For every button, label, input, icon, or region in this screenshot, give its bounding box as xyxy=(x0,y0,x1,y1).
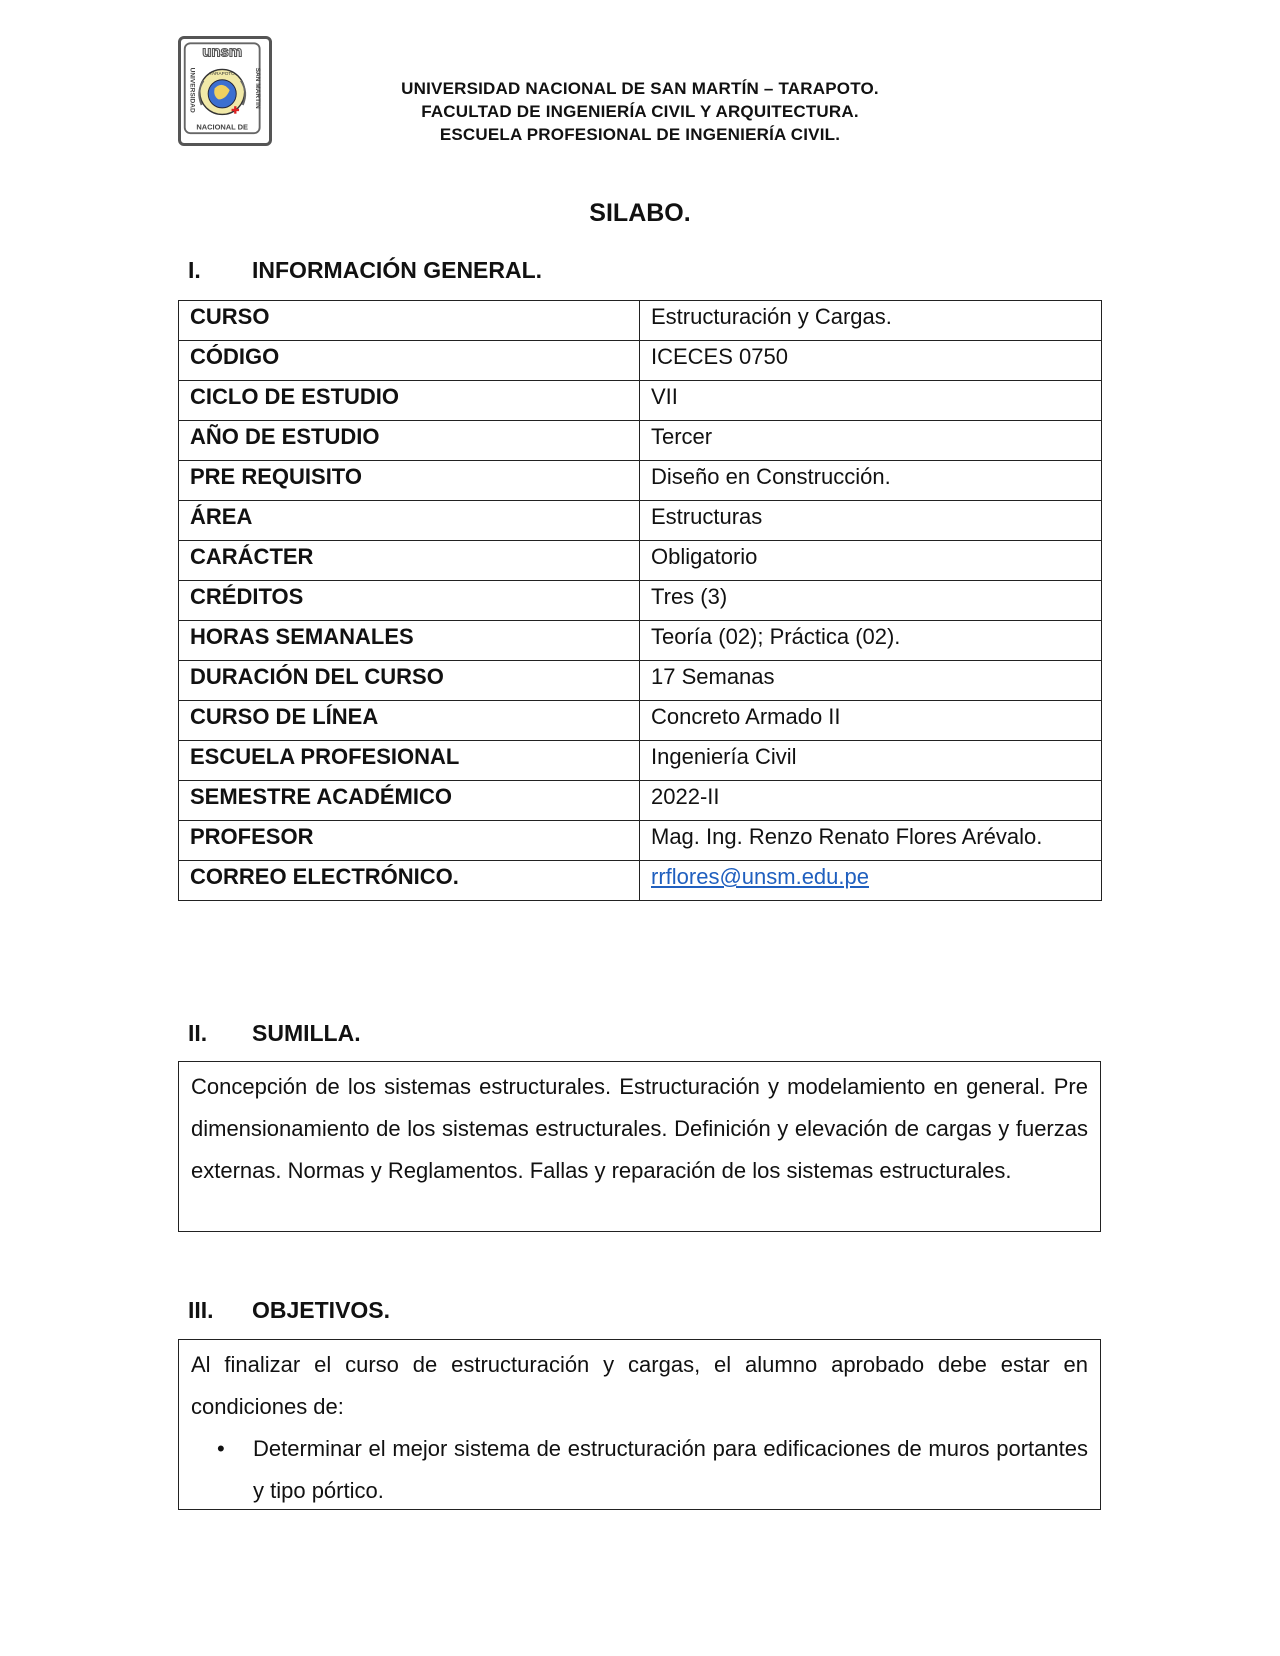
info-value: ICECES 0750 xyxy=(640,341,1102,381)
objetivos-list xyxy=(191,1428,1088,1512)
info-label: CICLO DE ESTUDIO xyxy=(179,381,640,421)
general-info-table xyxy=(178,300,1102,901)
unsm-seal-icon xyxy=(181,39,269,143)
table-row xyxy=(179,821,1102,861)
sumilla-box xyxy=(178,1061,1101,1232)
info-value: Obligatorio xyxy=(640,541,1102,581)
objetivos-box xyxy=(178,1339,1101,1510)
info-label: ESCUELA PROFESIONAL xyxy=(179,741,640,781)
section-number: II. xyxy=(188,1020,208,1046)
table-row xyxy=(179,301,1102,341)
info-label: CURSO DE LÍNEA xyxy=(179,701,640,741)
logo-top-text: unsm xyxy=(202,43,243,61)
table-row xyxy=(179,661,1102,701)
email-cell xyxy=(640,861,1102,901)
logo-right-text: SAN MARTIN xyxy=(253,67,261,109)
table-row xyxy=(179,861,1102,901)
table-row xyxy=(179,501,1102,541)
table-row xyxy=(179,701,1102,741)
email-link[interactable]: rrflores@unsm.edu.pe xyxy=(651,864,869,889)
objetivo-text: Determinar el mejor sistema de estructuración para edificaciones de muros portantes y tipo pórtico. xyxy=(253,1436,1088,1503)
info-label: DURACIÓN DEL CURSO xyxy=(179,661,640,701)
objetivos-intro: Al finalizar el curso de estructuración y cargas, el alumno aprobado debe estar en condiciones de: xyxy=(191,1352,1088,1419)
institution-header xyxy=(280,77,1000,146)
info-value: Tres (3) xyxy=(640,581,1102,621)
info-label: PRE REQUISITO xyxy=(179,461,640,501)
table-row xyxy=(179,461,1102,501)
header-line-school: ESCUELA PROFESIONAL DE INGENIERÍA CIVIL. xyxy=(439,125,841,144)
table-row xyxy=(179,781,1102,821)
info-value: Concreto Armado II xyxy=(640,701,1102,741)
info-label: SEMESTRE ACADÉMICO xyxy=(179,781,640,821)
info-label: CÓDIGO xyxy=(179,341,640,381)
info-value: VII xyxy=(640,381,1102,421)
table-row xyxy=(179,621,1102,661)
section-title: INFORMACIÓN GENERAL. xyxy=(252,257,543,283)
info-value: Estructuración y Cargas. xyxy=(640,301,1102,341)
section-heading-info xyxy=(188,257,542,284)
info-label: CARÁCTER xyxy=(179,541,640,581)
info-value: 17 Semanas xyxy=(640,661,1102,701)
bullet-icon: • xyxy=(217,1436,225,1461)
logo-left-text: UNIVERSIDAD xyxy=(188,67,196,113)
info-value: Teoría (02); Práctica (02). xyxy=(640,621,1102,661)
section-title: OBJETIVOS. xyxy=(252,1297,391,1323)
info-value: Ingeniería Civil xyxy=(640,741,1102,781)
logo-bottom-text: NACIONAL DE xyxy=(196,122,249,132)
logo-inner-text: TARAPOTO xyxy=(209,71,235,77)
document-title: SILABO. xyxy=(589,199,691,227)
info-value: Diseño en Construcción. xyxy=(640,461,1102,501)
sumilla-text: Concepción de los sistemas estructurales. Estructuración y modelamiento en general. Pre dimensionamiento de los sistemas estructurales. Definición y elevación de cargas y fuerzas externas. Normas y Reglamentos. Fallas y reparación de los sistemas estructurales. xyxy=(191,1074,1088,1183)
info-value: Estructuras xyxy=(640,501,1102,541)
university-logo xyxy=(178,36,272,146)
list-item xyxy=(217,1428,1088,1512)
table-row xyxy=(179,741,1102,781)
section-heading-sumilla xyxy=(188,1020,361,1047)
info-value: 2022-II xyxy=(640,781,1102,821)
info-label: AÑO DE ESTUDIO xyxy=(179,421,640,461)
table-row xyxy=(179,541,1102,581)
info-label: PROFESOR xyxy=(179,821,640,861)
section-heading-objetivos xyxy=(188,1297,390,1324)
table-row xyxy=(179,341,1102,381)
section-number: I. xyxy=(188,257,201,283)
info-label: CURSO xyxy=(179,301,640,341)
info-value: Mag. Ing. Renzo Renato Flores Arévalo. xyxy=(640,821,1102,861)
info-label: HORAS SEMANALES xyxy=(179,621,640,661)
info-label: CRÉDITOS xyxy=(179,581,640,621)
info-label: ÁREA xyxy=(179,501,640,541)
header-line-faculty: FACULTAD DE INGENIERÍA CIVIL Y ARQUITECTURA. xyxy=(421,102,859,121)
table-row xyxy=(179,381,1102,421)
info-label: CORREO ELECTRÓNICO. xyxy=(179,861,640,901)
table-row xyxy=(179,581,1102,621)
section-number: III. xyxy=(188,1297,214,1323)
section-title: SUMILLA. xyxy=(252,1020,361,1046)
header-line-university: UNIVERSIDAD NACIONAL DE SAN MARTÍN – TARAPOTO. xyxy=(401,79,879,98)
table-row xyxy=(179,421,1102,461)
info-value: Tercer xyxy=(640,421,1102,461)
